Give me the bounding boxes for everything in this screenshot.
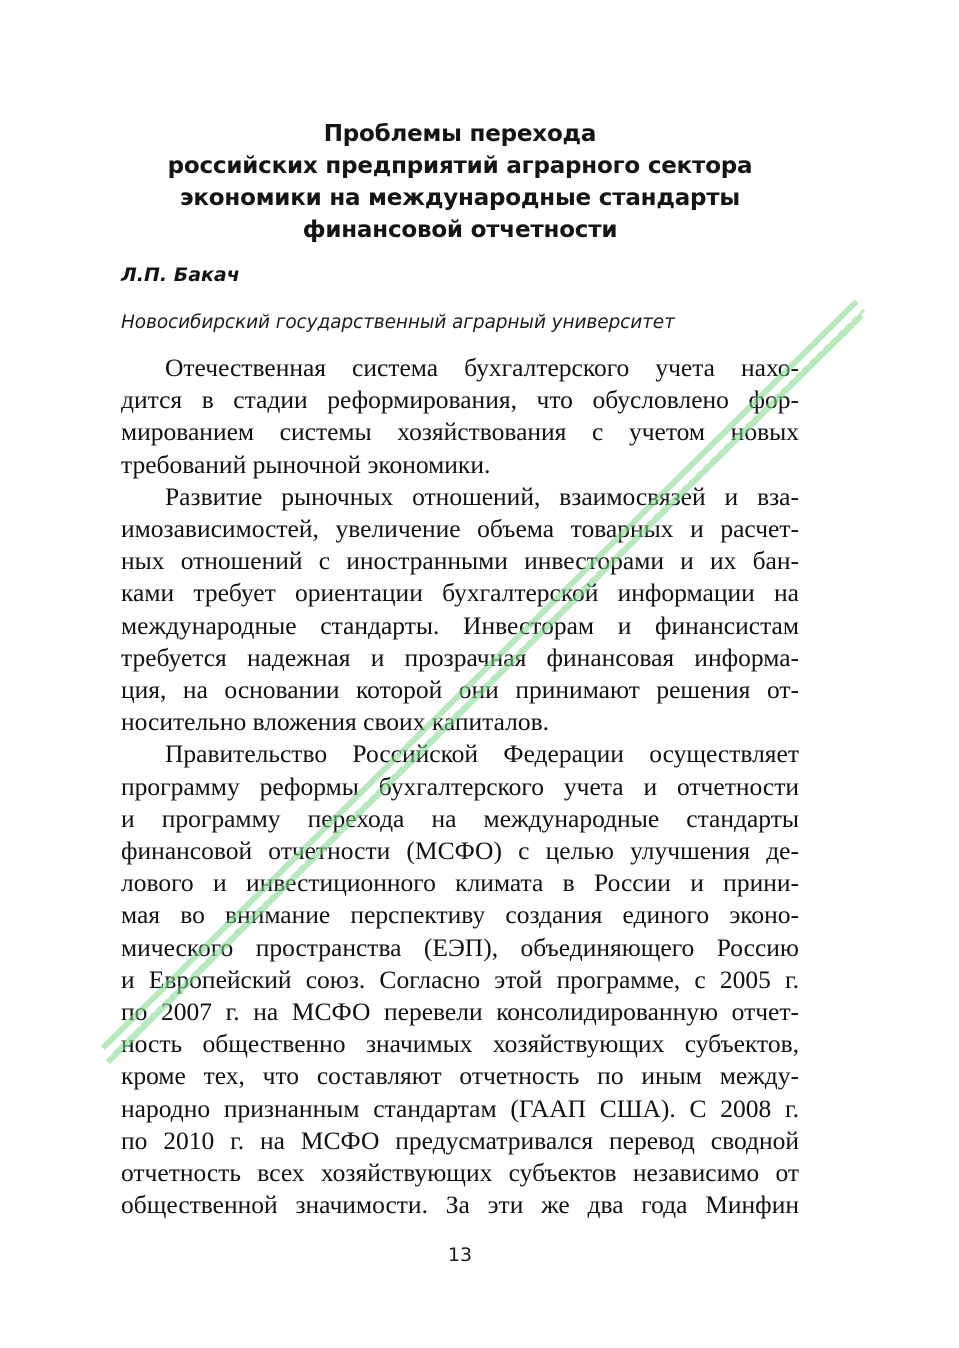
- text-line: мая во внимание перспективу создания единого эконо-: [121, 900, 799, 930]
- text-line: дится в стадии реформирования, что обусловлено фор-: [121, 385, 799, 415]
- text-line: требуется надежная и прозрачная финансовая информа-: [121, 642, 799, 672]
- author-name: Л.П. Бакач: [121, 264, 240, 286]
- text-line: общественной значимости. За эти же два года Минфин: [121, 1190, 799, 1220]
- text-line: и программу перехода на международные стандарты: [121, 803, 799, 833]
- title-line: Проблемы перехода: [323, 121, 597, 147]
- paragraph: [121, 352, 799, 481]
- text-line: ных отношений с иностранными инвесторами и их бан-: [121, 546, 799, 576]
- text-line: кроме тех, что составляют отчетность по иным между-: [121, 1061, 799, 1091]
- text-line: ция, на основании которой они принимают решения от-: [121, 675, 799, 705]
- text-line: ность общественно значимых хозяйствующих субъектов,: [121, 1029, 799, 1059]
- text-line: Правительство Российской Федерации осуществляет: [165, 739, 799, 769]
- title-line: российских предприятий аграрного сектора: [167, 153, 753, 179]
- paragraph: [121, 481, 799, 739]
- title-line: экономики на международные стандарты: [179, 185, 741, 211]
- text-line: международные стандарты. Инвесторам и финансистам: [121, 610, 799, 640]
- text-line: мического пространства (ЕЭП), объединяющего Россию: [121, 932, 799, 962]
- text-line: по 2010 г. на МСФО предусматривался перевод сводной: [121, 1125, 799, 1155]
- text-line: Развитие рыночных отношений, взаимосвязей и вза-: [165, 481, 799, 511]
- author-affiliation: Новосибирский государственный аграрный университет: [121, 312, 675, 333]
- text-line: отчетность всех хозяйствующих субъектов независимо от: [121, 1158, 799, 1188]
- text-line: имозависимостей, увеличение объема товарных и расчет-: [121, 514, 799, 544]
- text-line: лового и инвестиционного климата в России и прини-: [121, 868, 799, 898]
- text-line: финансовой отчетности (МСФО) с целью улучшения де-: [121, 836, 799, 866]
- text-line: мированием системы хозяйствования с учетом новых: [121, 417, 799, 447]
- text-line: программу реформы бухгалтерского учета и отчетности: [121, 771, 799, 801]
- text-line: требований рыночной экономики.: [121, 449, 491, 479]
- paragraph: [121, 738, 799, 1221]
- title-line: финансовой отчетности: [302, 217, 618, 243]
- text-line: ками требует ориентации бухгалтерской информации на: [121, 578, 799, 608]
- page-number: 13: [447, 1244, 473, 1266]
- text-line: по 2007 г. на МСФО перевели консолидированную отчет-: [121, 997, 799, 1027]
- article-title: [130, 118, 790, 246]
- text-line: носительно вложения своих капиталов.: [121, 707, 549, 737]
- article-body: [121, 352, 799, 1221]
- text-line: Отечественная система бухгалтерского учета нахо-: [165, 353, 799, 382]
- text-line: народно признанным стандартам (ГААП США). С 2008 г.: [121, 1093, 799, 1123]
- text-line: и Европейский союз. Согласно этой программе, с 2005 г.: [121, 964, 799, 994]
